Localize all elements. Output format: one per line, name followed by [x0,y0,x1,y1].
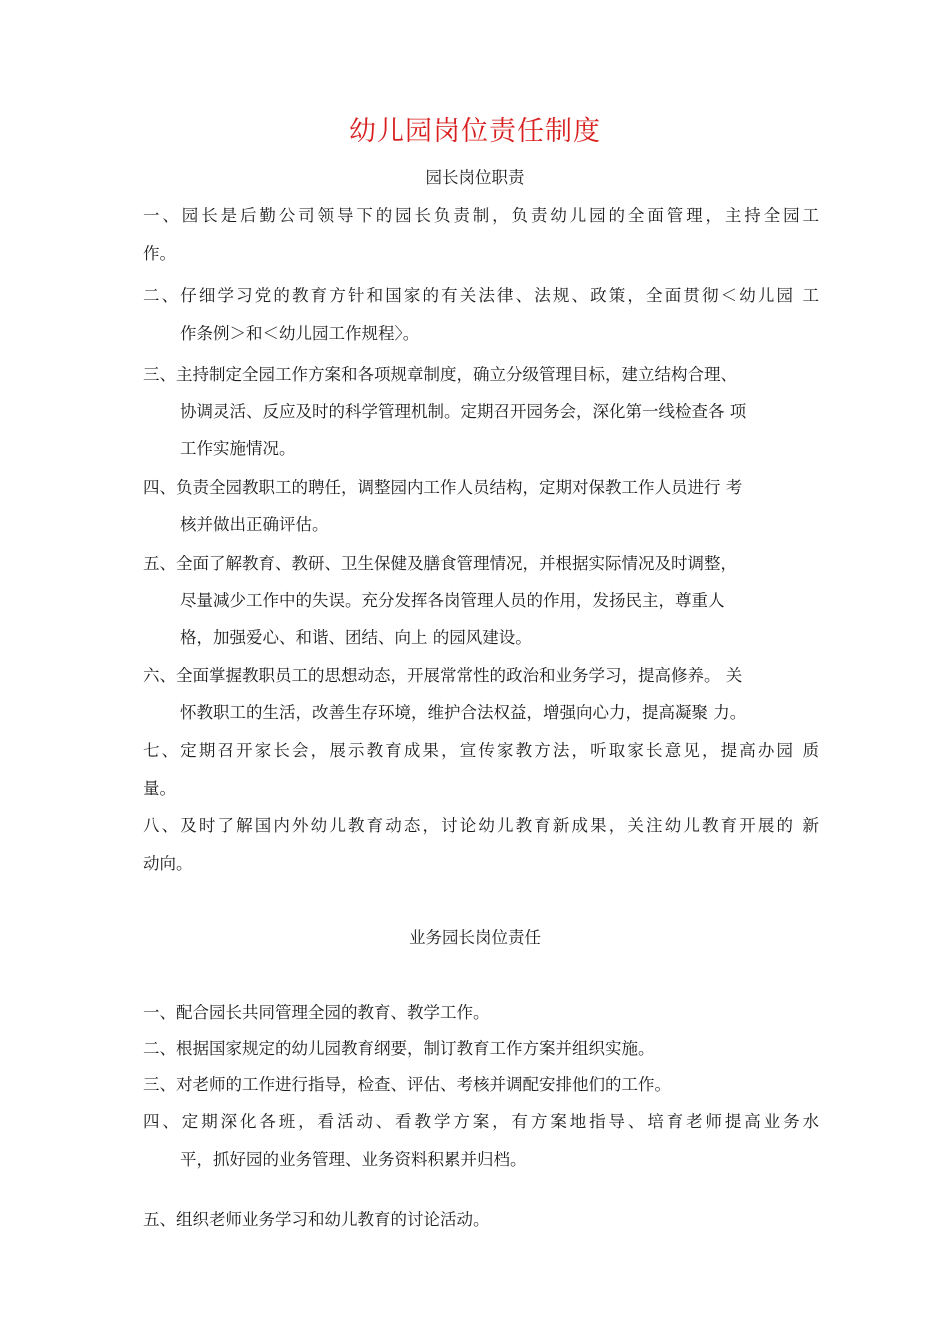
paragraph-line: 二、根据国家规定的幼儿园教育纲要，制订教育工作方案并组织实施。 [143,1039,655,1058]
section-heading-academic-principal: 业务园长岗位责任 [409,928,541,947]
paragraph-line: 六、全面掌握教职员工的思想动态，开展常常性的政治和业务学习，提高修养。 关 [143,666,743,685]
paragraph-line: 一、园长是后勤公司领导下的园长负责制，负责幼儿园的全面管理，主持全园工 [143,206,819,225]
paragraph-line: 平，抓好园的业务管理、业务资料积累并归档。 [180,1150,527,1169]
paragraph-line: 三、主持制定全园工作方案和各项规章制度，确立分级管理目标，建立结构合理、 [143,365,737,384]
paragraph-line: 四、定期深化各班，看活动、看教学方案，有方案地指导、培育老师提高业务水 [143,1112,819,1131]
paragraph-line: 量。 [143,779,176,798]
section-heading-principal: 园长岗位职责 [425,168,525,187]
paragraph-line: 二、仔细学习党的教育方针和国家的有关法律、法规、政策，全面贯彻＜幼儿园 工 [143,286,819,305]
paragraph-line: 格，加强爱心、和谐、团结、向上 的园风建设。 [180,628,532,647]
paragraph-line: 尽量减少工作中的失误。充分发挥各岗管理人员的作用，发扬民主，尊重人 [180,591,725,610]
paragraph-line: 一、配合园长共同管理全园的教育、教学工作。 [143,1003,490,1022]
paragraph-line: 七、定期召开家长会，展示教育成果，宣传家教方法，听取家长意见，提高办园 质 [143,741,819,760]
paragraph-line: 五、组织老师业务学习和幼儿教育的讨论活动。 [143,1210,490,1229]
paragraph-line: 怀教职工的生活，改善生存环境，维护合法权益，增强向心力，提高凝聚 力。 [180,703,747,722]
paragraph-line: 作条例＞和＜幼儿园工作规程〉。 [180,324,420,343]
paragraph-line: 三、对老师的工作进行指导，检查、评估、考核并调配安排他们的工作。 [143,1075,671,1094]
paragraph-line: 动向。 [143,854,193,873]
document-title: 幼儿园岗位责任制度 [349,116,601,147]
paragraph-line: 核并做出正确评估。 [180,515,329,534]
paragraph-line: 工作实施情况。 [180,439,296,458]
paragraph-line: 八、及时了解国内外幼儿教育动态，讨论幼儿教育新成果，关注幼儿教育开展的 新 [143,816,819,835]
paragraph-line: 作。 [143,244,176,263]
paragraph-line: 四、负责全园教职工的聘任，调整园内工作人员结构，定期对保教工作人员进行 考 [143,478,743,497]
paragraph-line: 协调灵活、反应及时的科学管理机制。定期召开园务会，深化第一线检查各 项 [180,402,747,421]
paragraph-line: 五、全面了解教育、教研、卫生保健及膳食管理情况，并根据实际情况及时调整， [143,554,737,573]
